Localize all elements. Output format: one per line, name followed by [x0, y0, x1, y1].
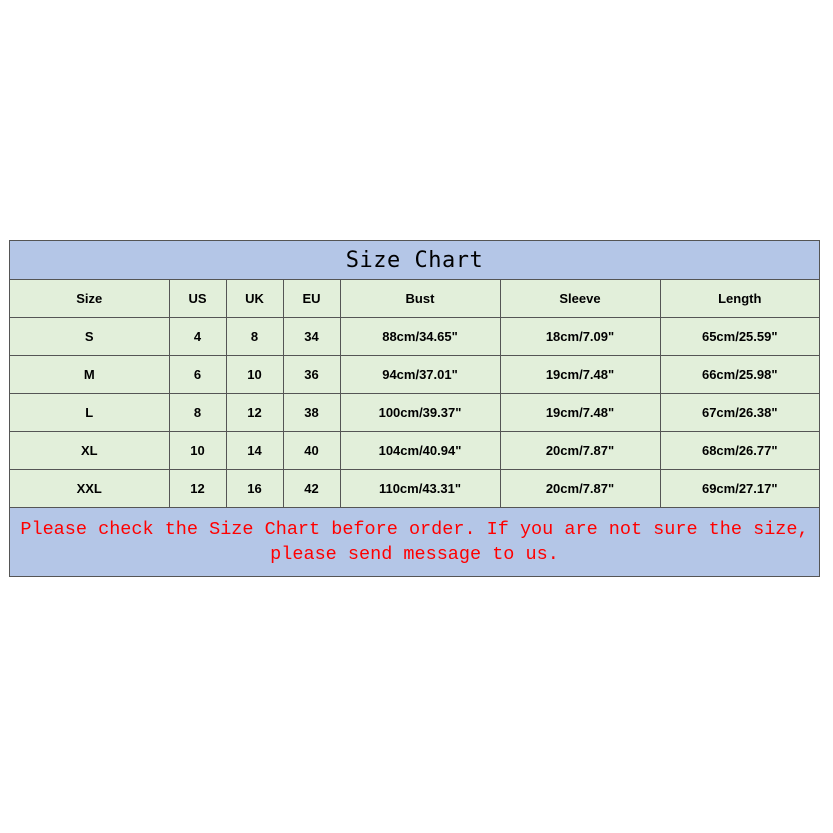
cell-us: 12 — [169, 470, 226, 508]
header-size: Size — [10, 280, 169, 318]
cell-eu: 42 — [283, 470, 340, 508]
table-row — [10, 394, 819, 432]
cell-us: 8 — [169, 394, 226, 432]
cell-sleeve: 19cm/7.48" — [500, 356, 660, 394]
cell-bust: 110cm/43.31" — [340, 470, 500, 508]
cell-uk: 14 — [226, 432, 283, 470]
cell-bust: 94cm/37.01" — [340, 356, 500, 394]
cell-us: 4 — [169, 318, 226, 356]
notice-line-1: Please check the Size Chart before order. If you are not sure the size, — [20, 519, 809, 540]
cell-size: M — [10, 356, 169, 394]
header-uk: UK — [226, 280, 283, 318]
cell-length: 68cm/26.77" — [660, 432, 819, 470]
notice-line-2: please send message to us. — [270, 544, 559, 565]
cell-eu: 34 — [283, 318, 340, 356]
cell-sleeve: 20cm/7.87" — [500, 470, 660, 508]
table-row — [10, 356, 819, 394]
size-notice — [10, 508, 819, 576]
cell-eu: 38 — [283, 394, 340, 432]
cell-eu: 36 — [283, 356, 340, 394]
header-bust: Bust — [340, 280, 500, 318]
cell-bust: 88cm/34.65" — [340, 318, 500, 356]
chart-title: Size Chart — [10, 241, 819, 280]
cell-uk: 10 — [226, 356, 283, 394]
table-row — [10, 470, 819, 508]
cell-length: 65cm/25.59" — [660, 318, 819, 356]
header-eu: EU — [283, 280, 340, 318]
cell-size: XXL — [10, 470, 169, 508]
cell-uk: 12 — [226, 394, 283, 432]
header-sleeve: Sleeve — [500, 280, 660, 318]
header-row — [10, 280, 819, 318]
cell-sleeve: 18cm/7.09" — [500, 318, 660, 356]
size-chart-sheet — [9, 240, 820, 577]
size-table — [10, 280, 819, 508]
cell-uk: 16 — [226, 470, 283, 508]
cell-bust: 100cm/39.37" — [340, 394, 500, 432]
cell-size: S — [10, 318, 169, 356]
header-length: Length — [660, 280, 819, 318]
cell-sleeve: 19cm/7.48" — [500, 394, 660, 432]
cell-eu: 40 — [283, 432, 340, 470]
cell-us: 6 — [169, 356, 226, 394]
table-row — [10, 318, 819, 356]
cell-length: 69cm/27.17" — [660, 470, 819, 508]
cell-bust: 104cm/40.94" — [340, 432, 500, 470]
header-us: US — [169, 280, 226, 318]
cell-size: L — [10, 394, 169, 432]
cell-us: 10 — [169, 432, 226, 470]
cell-sleeve: 20cm/7.87" — [500, 432, 660, 470]
cell-length: 67cm/26.38" — [660, 394, 819, 432]
table-row — [10, 432, 819, 470]
cell-size: XL — [10, 432, 169, 470]
cell-length: 66cm/25.98" — [660, 356, 819, 394]
cell-uk: 8 — [226, 318, 283, 356]
